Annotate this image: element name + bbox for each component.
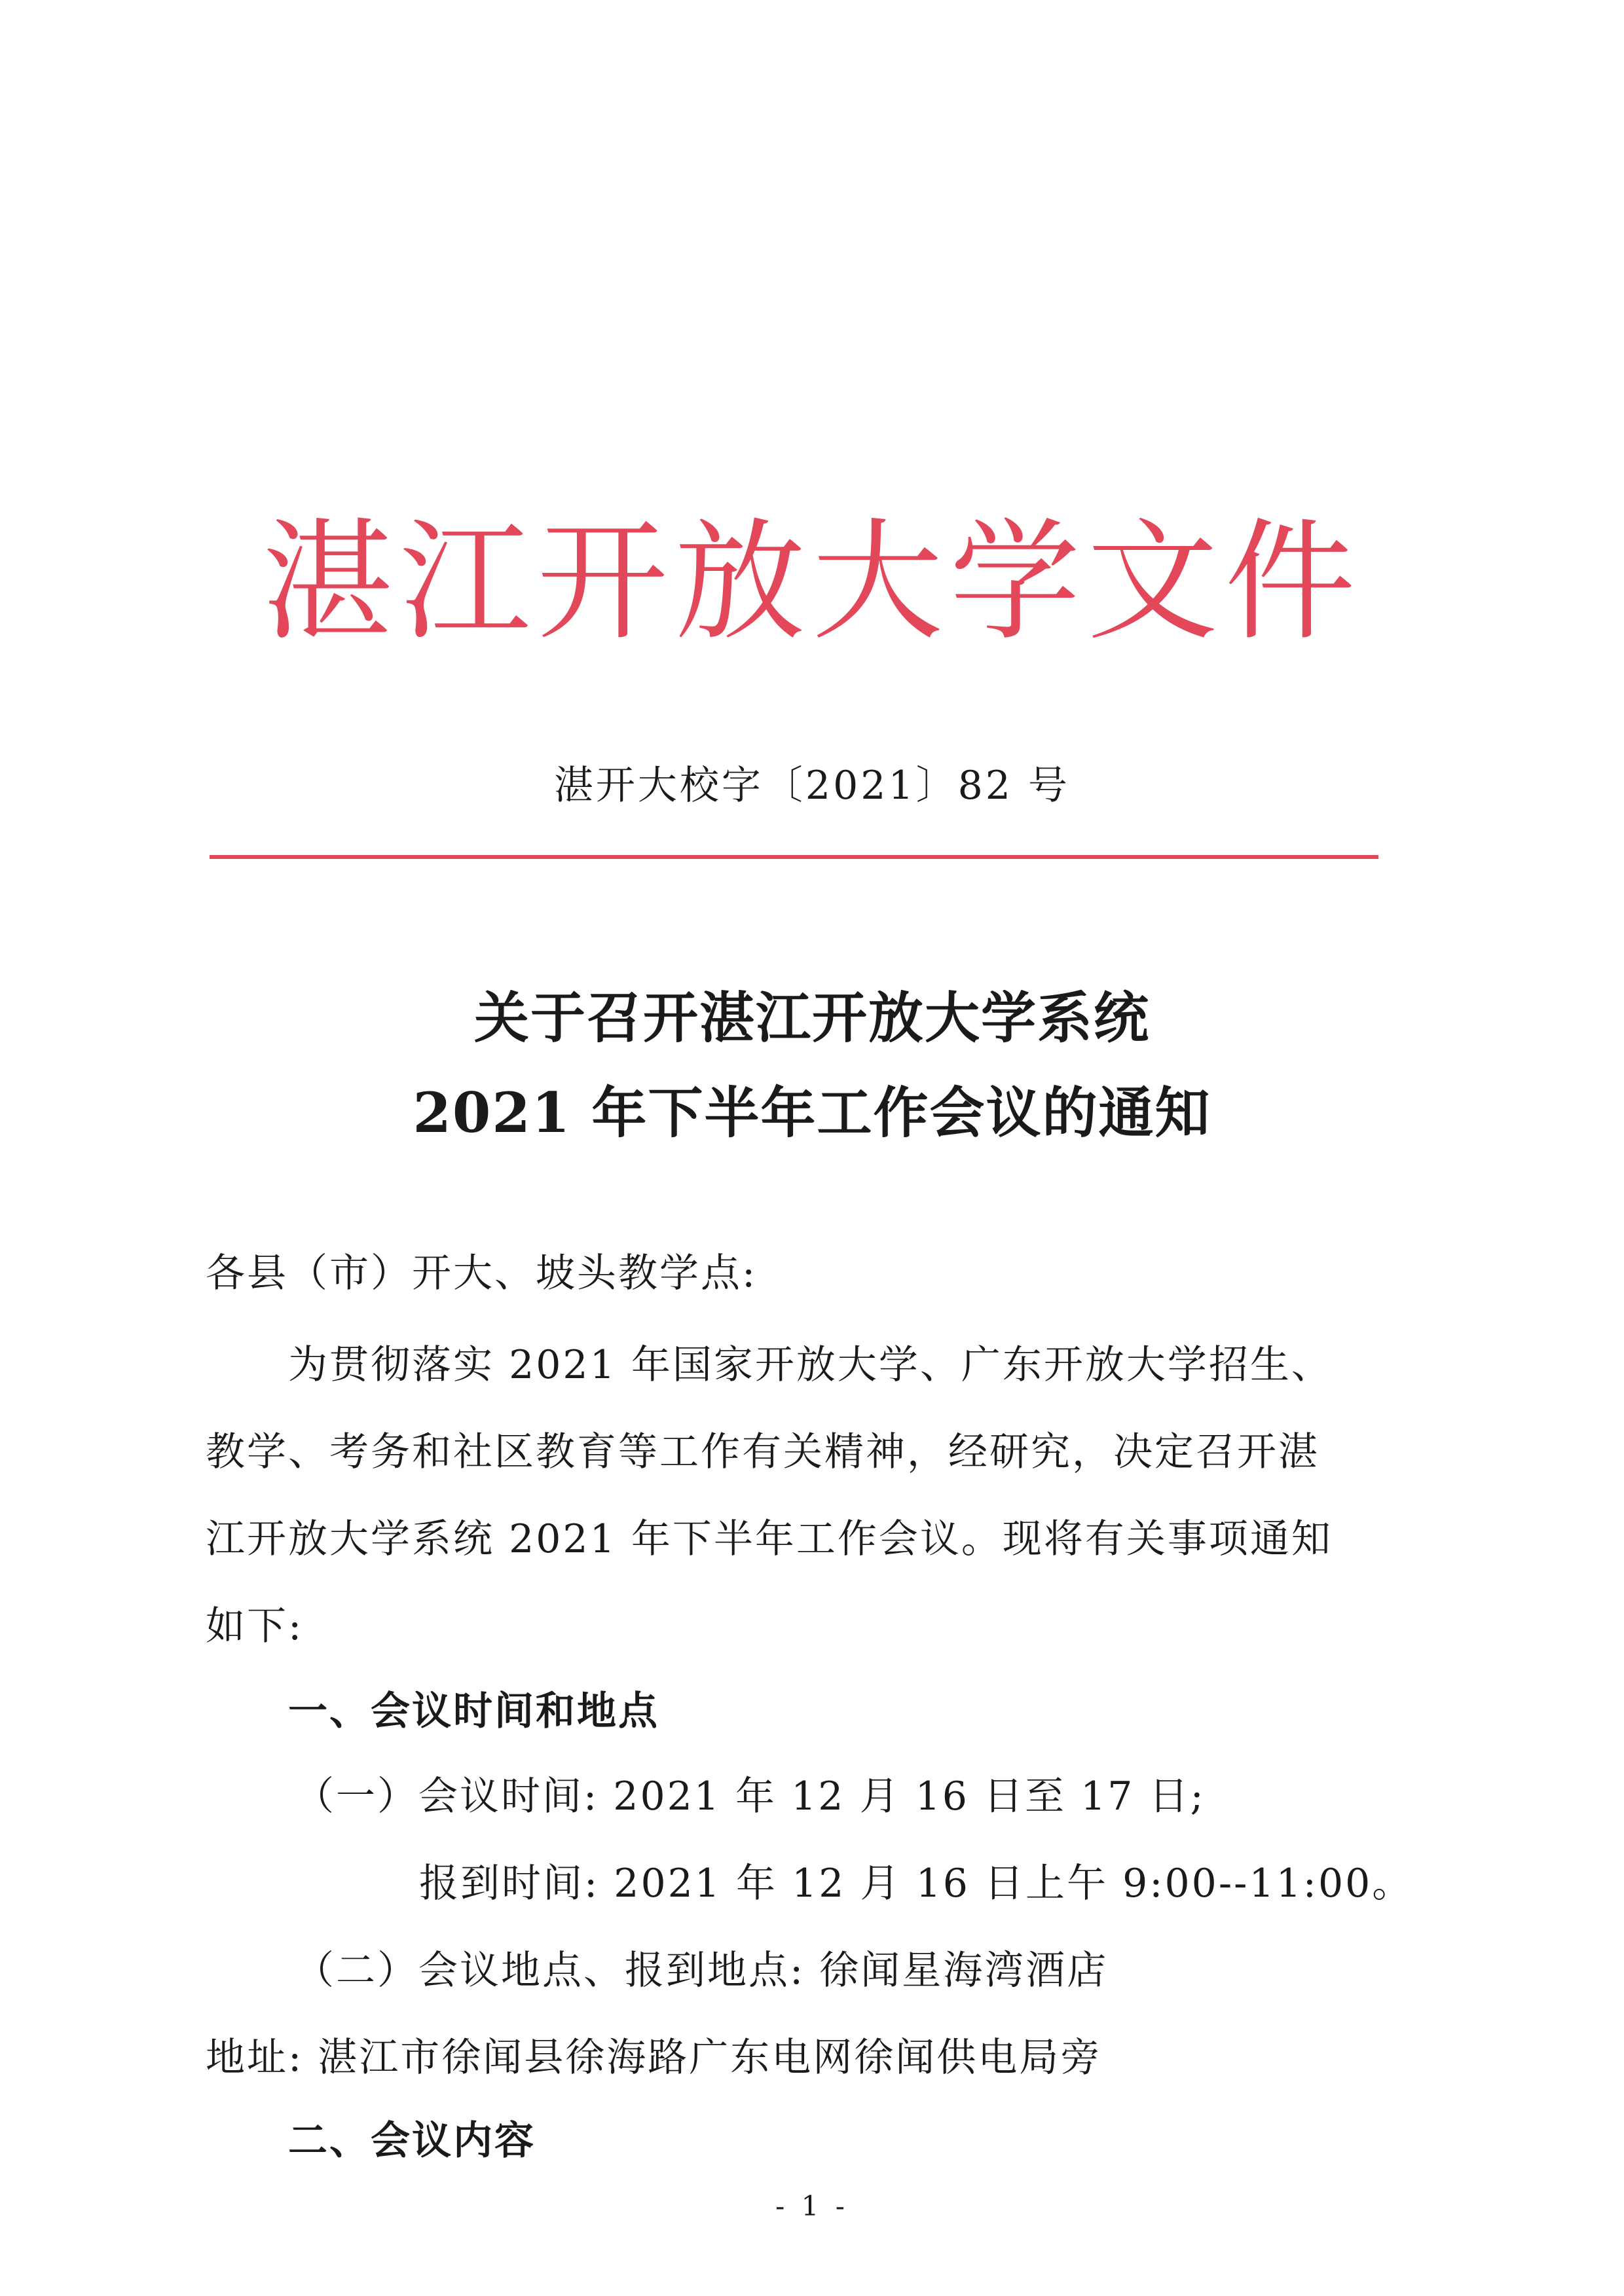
section-1-heading: 一、会议时间和地点	[288, 1688, 659, 1734]
intro-line-2: 教学、考务和社区教育等工作有关精神，经研究，决定召开湛	[206, 1429, 1320, 1475]
red-divider-line	[210, 855, 1378, 859]
venue-address: 地址: 湛江市徐闻县徐海路广东电网徐闻供电局旁	[206, 2035, 1102, 2081]
meeting-venue: （二）会议地点、报到地点: 徐闻星海湾酒店	[295, 1948, 1109, 1994]
meeting-time: （一）会议时间: 2021 年 12 月 16 日至 17 日;	[295, 1774, 1206, 1819]
document-masthead: 湛江开放大学文件	[261, 506, 1362, 659]
intro-line-1: 为贯彻落实 2021 年国家开放大学、广东开放大学招生、	[288, 1342, 1333, 1388]
intro-line-3: 江开放大学系统 2021 年下半年工作会议。现将有关事项通知	[206, 1516, 1333, 1562]
page-number: - 1 -	[775, 2190, 849, 2222]
section-2-heading: 二、会议内容	[288, 2118, 536, 2164]
document-number: 湛开大校字〔2021〕82 号	[553, 763, 1071, 809]
notice-title-line-2: 2021 年下半年工作会议的通知	[413, 1080, 1211, 1145]
notice-title-line-1: 关于召开湛江开放大学系统	[473, 985, 1150, 1050]
intro-line-4: 如下:	[206, 1603, 304, 1649]
salutation: 各县（市）开大、坡头教学点:	[206, 1250, 758, 1296]
checkin-time: 报到时间: 2021 年 12 月 16 日上午 9:00--11:00。	[419, 1861, 1414, 1906]
